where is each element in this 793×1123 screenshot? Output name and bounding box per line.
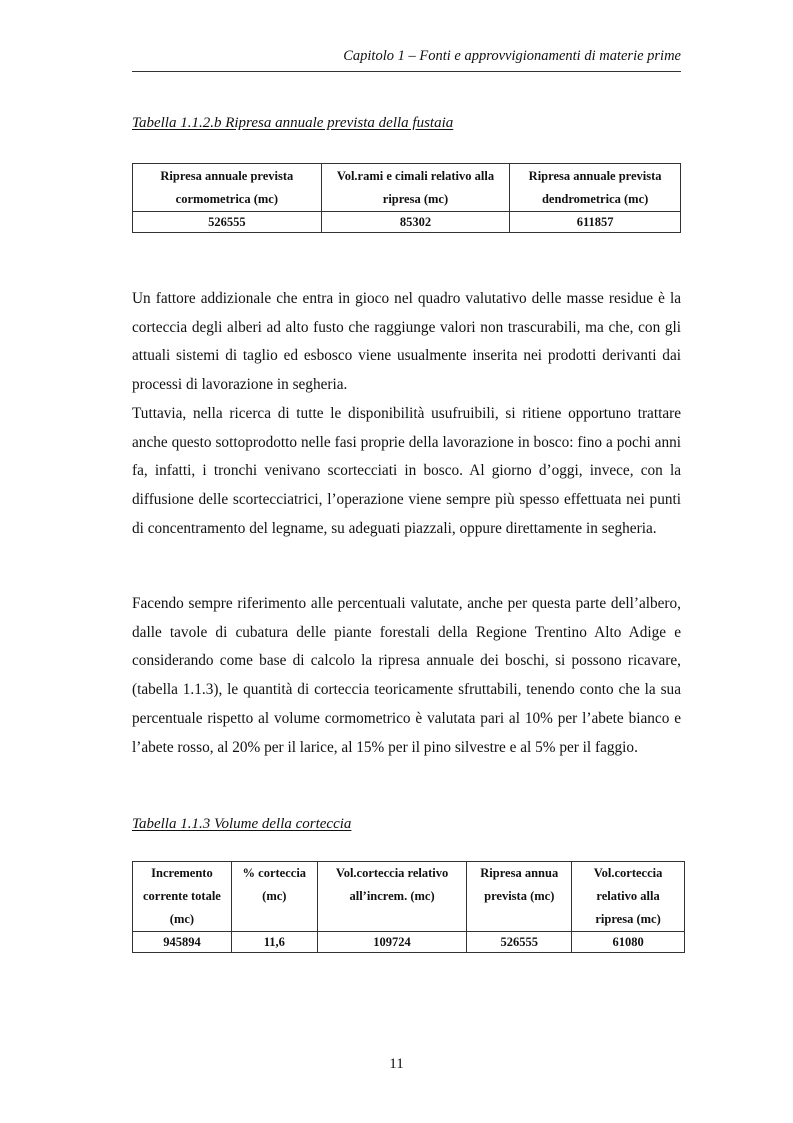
- table1-caption: Tabella 1.1.2.b Ripresa annuale prevista della fustaia: [132, 115, 454, 131]
- table-header-cell: [133, 164, 322, 212]
- header-line: Ripresa annuale prevista: [528, 169, 662, 183]
- page-number: 11: [389, 1056, 404, 1072]
- table-header-cell: [572, 862, 685, 932]
- table-row: [133, 932, 685, 953]
- header-line: all’increm. (mc): [349, 889, 435, 903]
- header-line: cormometrica (mc): [175, 192, 279, 206]
- table2-caption: Tabella 1.1.3 Volume della corteccia: [132, 816, 352, 832]
- header-line: Ripresa annua: [480, 866, 559, 880]
- running-header: Capitolo 1 – Fonti e approvvigionamenti di materie prime: [343, 48, 681, 64]
- table2: [132, 861, 685, 953]
- table-header-cell: [510, 164, 681, 212]
- header-line: ripresa (mc): [595, 912, 661, 926]
- table-header-row: [133, 164, 681, 212]
- table-header-row: [133, 862, 685, 932]
- table-cell: 526555: [133, 212, 322, 233]
- header-line: Vol.corteccia: [593, 866, 663, 880]
- header-line: % corteccia: [242, 866, 307, 880]
- table-cell: 945894: [133, 932, 232, 953]
- table-cell: 109724: [317, 932, 467, 953]
- header-line: dendrometrica (mc): [541, 192, 649, 206]
- table-cell: 85302: [321, 212, 510, 233]
- table-cell: 61080: [572, 932, 685, 953]
- table-header-cell: [231, 862, 317, 932]
- paragraph: Un fattore addizionale che entra in gioco nel quadro valutativo delle masse residue è la corteccia degli alberi ad alto fusto che raggiunge valori non trascurabili, ma che, con gli attuali sistemi di taglio ed esbosco viene usualmente inserita nei prodotti derivanti dai processi di lavorazione in segheria.: [132, 290, 681, 394]
- header-line: Incremento: [151, 866, 213, 880]
- table-header-cell: [133, 862, 232, 932]
- table-header-cell: [317, 862, 467, 932]
- header-line: Ripresa annuale prevista: [160, 169, 294, 183]
- header-line: corrente totale: [143, 889, 221, 903]
- table-header-cell: [321, 164, 510, 212]
- table-cell: 611857: [510, 212, 681, 233]
- table-cell: 526555: [467, 932, 572, 953]
- header-line: relativo alla: [596, 889, 660, 903]
- table-header-cell: [467, 862, 572, 932]
- header-line: Vol.corteccia relativo: [335, 866, 449, 880]
- table-cell: 11,6: [231, 932, 317, 953]
- header-line: (mc): [169, 912, 195, 926]
- header-line: Vol.rami e cimali relativo alla: [336, 169, 495, 183]
- header-rule: [132, 71, 681, 72]
- header-line: prevista (mc): [484, 889, 555, 903]
- paragraph: Tuttavia, nella ricerca di tutte le disponibilità usufruibili, si ritiene opportuno trattare anche questo sottoprodotto nelle fasi proprie della lavorazione in bosco: fino a pochi anni fa, infatti, i tronchi venivano scortecciati in bosco. Al giorno d’oggi, invece, con la diffusione delle scortecciatrici, l’operazione viene sempre più spesso effettuata nei punti di concentramento del legname, su adeguati piazzali, oppure direttamente in segheria.: [132, 405, 681, 537]
- header-line: (mc): [262, 889, 287, 903]
- header-line: ripresa (mc): [382, 192, 449, 206]
- table-row: [133, 212, 681, 233]
- paragraph: Facendo sempre riferimento alle percentuali valutate, anche per questa parte dell’albero, dalle tavole di cubatura delle piante forestali della Regione Trentino Alto Adige e considerando come base di calcolo la ripresa annuale dei boschi, si possono ricavare, (tabella 1.1.3), le quantità di corteccia teoricamente sfruttabili, tenendo conto che la sua percentuale rispetto al volume cormometrico è valutata pari al 10% per l’abete bianco e l’abete rosso, al 20% per il larice, al 15% per il pino silvestre e al 5% per il faggio.: [132, 595, 681, 756]
- table1: [132, 163, 681, 233]
